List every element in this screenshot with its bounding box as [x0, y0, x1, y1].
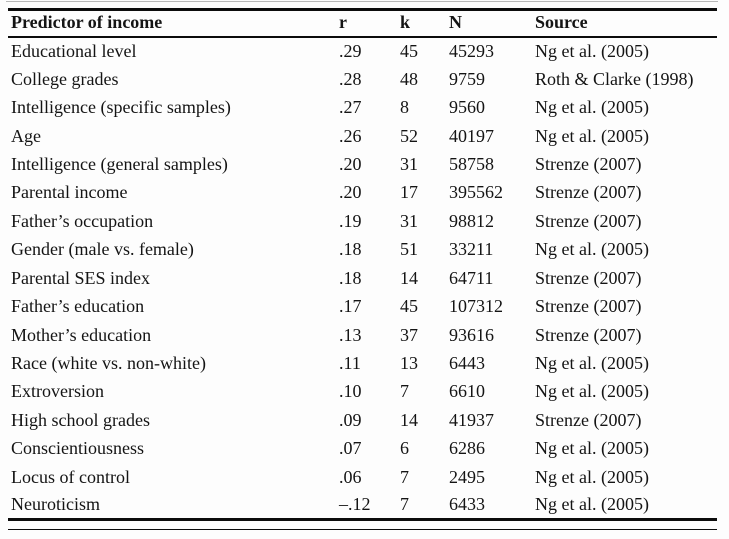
- cell-source: Strenze (2007): [535, 409, 642, 430]
- cell-source: Strenze (2007): [535, 210, 642, 231]
- cell-r: .28: [339, 68, 362, 89]
- cell-predictor: Parental SES index: [11, 267, 150, 288]
- cell-k: 7: [400, 494, 409, 515]
- cell-predictor: Age: [11, 125, 41, 146]
- cell-r: .11: [339, 353, 361, 374]
- table-row: [8, 65, 717, 93]
- income-predictors-table: [8, 8, 717, 521]
- cell-source: Strenze (2007): [535, 296, 642, 317]
- col-header-N: N: [446, 10, 532, 37]
- cell-predictor: Intelligence (general samples): [11, 153, 228, 174]
- cell-source: Ng et al. (2005): [535, 239, 649, 260]
- cell-predictor: Extroversion: [11, 381, 104, 402]
- cell-predictor: Father’s occupation: [11, 210, 154, 231]
- cell-k: 6: [400, 438, 409, 459]
- cell-source: Ng et al. (2005): [535, 381, 649, 402]
- cell-source: Ng et al. (2005): [535, 97, 649, 118]
- cell-N: 6286: [449, 438, 485, 459]
- cell-source: Strenze (2007): [535, 182, 642, 203]
- cell-predictor: Race (white vs. non-white): [11, 353, 206, 374]
- cell-source: Ng et al. (2005): [535, 125, 649, 146]
- cell-predictor: High school grades: [11, 409, 150, 430]
- table-row: [8, 264, 717, 292]
- cell-predictor: Locus of control: [11, 466, 130, 487]
- table-row: [8, 435, 717, 463]
- cell-r: .26: [339, 125, 362, 146]
- cell-r: .13: [339, 324, 362, 345]
- cell-k: 14: [400, 409, 418, 430]
- table-row: [8, 492, 717, 520]
- cell-predictor: Educational level: [11, 40, 137, 61]
- cell-source: Ng et al. (2005): [535, 353, 649, 374]
- cell-N: 6443: [449, 353, 485, 374]
- table-row: [8, 93, 717, 121]
- cell-r: –.12: [339, 494, 371, 515]
- cell-k: 13: [400, 353, 418, 374]
- table-row: [8, 122, 717, 150]
- cell-k: 7: [400, 466, 409, 487]
- cell-N: 6610: [449, 381, 485, 402]
- cell-r: .09: [339, 409, 362, 430]
- table-row: [8, 179, 717, 207]
- cell-predictor: Mother’s education: [11, 324, 152, 345]
- cell-source: Strenze (2007): [535, 324, 642, 345]
- cell-source: Ng et al. (2005): [535, 494, 649, 515]
- col-header-source: Source: [532, 10, 717, 37]
- cell-N: 93616: [449, 324, 494, 345]
- cell-r: .19: [339, 210, 362, 231]
- table-row: [8, 321, 717, 349]
- cell-N: 2495: [449, 466, 485, 487]
- cell-predictor: College grades: [11, 68, 119, 89]
- cell-N: 9560: [449, 97, 485, 118]
- cell-r: .29: [339, 40, 362, 61]
- col-header-predictor: Predictor of income: [8, 10, 336, 37]
- cell-N: 58758: [449, 153, 494, 174]
- cell-source: Strenze (2007): [535, 267, 642, 288]
- cell-r: .06: [339, 466, 362, 487]
- cell-k: 52: [400, 125, 418, 146]
- bottom-double-rule: [8, 529, 717, 530]
- cell-source: Strenze (2007): [535, 153, 642, 174]
- cell-r: .20: [339, 182, 362, 203]
- cell-predictor: Gender (male vs. female): [11, 239, 194, 260]
- cell-k: 31: [400, 210, 418, 231]
- cell-N: 107312: [449, 296, 503, 317]
- cell-k: 37: [400, 324, 418, 345]
- cell-r: .17: [339, 296, 362, 317]
- table-row: [8, 378, 717, 406]
- cell-k: 51: [400, 239, 418, 260]
- cell-source: Ng et al. (2005): [535, 40, 649, 61]
- cell-k: 45: [400, 296, 418, 317]
- cell-r: .18: [339, 239, 362, 260]
- table-row: [8, 406, 717, 434]
- cell-k: 17: [400, 182, 418, 203]
- cell-predictor: Intelligence (specific samples): [11, 97, 231, 118]
- cell-k: 45: [400, 40, 418, 61]
- table-row: [8, 236, 717, 264]
- cell-k: 48: [400, 68, 418, 89]
- table-row: [8, 37, 717, 65]
- col-header-k: k: [397, 10, 446, 37]
- table-row: [8, 292, 717, 320]
- cell-N: 64711: [449, 267, 494, 288]
- cell-predictor: Neuroticism: [11, 494, 100, 515]
- cell-r: .18: [339, 267, 362, 288]
- cell-predictor: Father’s education: [11, 296, 145, 317]
- cell-r: .07: [339, 438, 362, 459]
- cell-predictor: Parental income: [11, 182, 128, 203]
- cell-source: Ng et al. (2005): [535, 438, 649, 459]
- cell-r: .20: [339, 153, 362, 174]
- cell-N: 9759: [449, 68, 485, 89]
- table-row: [8, 207, 717, 235]
- cell-N: 33211: [449, 239, 494, 260]
- cell-k: 7: [400, 381, 409, 402]
- cell-N: 98812: [449, 210, 494, 231]
- table-row: [8, 463, 717, 491]
- cell-source: Roth & Clarke (1998): [535, 68, 694, 89]
- cell-N: 41937: [449, 409, 494, 430]
- cell-predictor: Conscientiousness: [11, 438, 144, 459]
- cell-N: 6433: [449, 494, 485, 515]
- cell-k: 8: [400, 97, 409, 118]
- cell-N: 395562: [449, 182, 503, 203]
- cell-source: Ng et al. (2005): [535, 466, 649, 487]
- cell-k: 31: [400, 153, 418, 174]
- cell-k: 14: [400, 267, 418, 288]
- col-header-r: r: [336, 10, 397, 37]
- table-row: [8, 150, 717, 178]
- cell-N: 45293: [449, 40, 494, 61]
- table-row: [8, 349, 717, 377]
- cell-r: .10: [339, 381, 362, 402]
- cell-r: .27: [339, 97, 362, 118]
- cell-N: 40197: [449, 125, 494, 146]
- header-row: [8, 10, 717, 37]
- crop-artifact-line: [6, 1, 718, 2]
